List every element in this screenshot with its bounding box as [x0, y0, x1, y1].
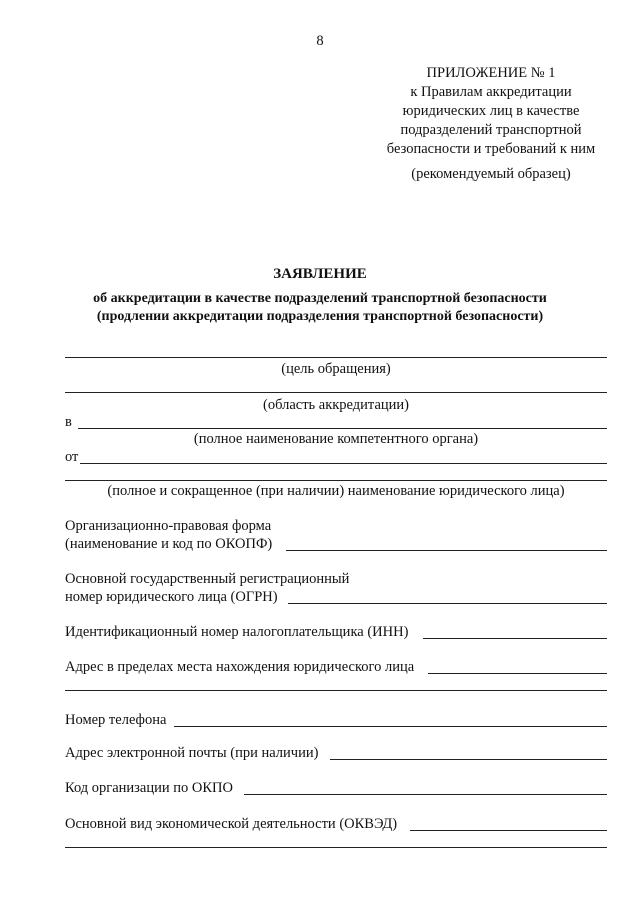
address-label: Адрес в пределах места нахождения юридического лица: [65, 659, 415, 675]
inn-field[interactable]: [423, 638, 607, 639]
authority-field[interactable]: [78, 428, 607, 429]
scope-caption: (область аккредитации): [263, 397, 409, 413]
entity-field-continued[interactable]: [65, 480, 607, 481]
ogrn-sublabel: номер юридического лица (ОГРН): [65, 589, 278, 605]
ogrn-field[interactable]: [288, 603, 607, 604]
okved-field-continued[interactable]: [65, 847, 607, 848]
okpo-label: Код организации по ОКПО: [65, 780, 233, 796]
entity-caption: (полное и сокращенное (при наличии) наименование юридического лица): [107, 483, 565, 499]
email-field[interactable]: [330, 759, 607, 760]
inn-label: Идентификационный номер налогоплательщика (ИНН): [65, 624, 409, 640]
document-title: ЗАЯВЛЕНИЕ: [273, 266, 367, 282]
legal-form-label: Организационно-правовая форма: [65, 518, 272, 534]
legal-form-field[interactable]: [286, 550, 607, 551]
scope-field[interactable]: [65, 392, 607, 393]
ogrn-label: Основной государственный регистрационный: [65, 571, 350, 587]
address-field-continued[interactable]: [65, 690, 607, 691]
appendix-line: к Правилам аккредитации: [410, 84, 572, 100]
to-prefix: в: [65, 414, 72, 430]
entity-field[interactable]: [80, 463, 607, 464]
appendix-line: подразделений транспортной: [400, 122, 582, 138]
appendix-title: ПРИЛОЖЕНИЕ № 1: [426, 65, 556, 81]
address-field[interactable]: [428, 673, 607, 674]
legal-form-sublabel: (наименование и код по ОКОПФ): [65, 536, 273, 552]
purpose-caption: (цель обращения): [281, 361, 391, 377]
from-prefix: от: [65, 449, 79, 465]
purpose-field[interactable]: [65, 357, 607, 358]
page-number: 8: [316, 33, 324, 49]
appendix-line: юридических лиц в качестве: [402, 103, 580, 119]
phone-field[interactable]: [174, 726, 607, 727]
appendix-line: безопасности и требований к ним: [386, 141, 596, 157]
document-subtitle: об аккредитации в качестве подразделений транспортной безопасности: [93, 291, 547, 306]
okved-field[interactable]: [410, 830, 607, 831]
okved-label: Основной вид экономической деятельности (ОКВЭД): [65, 816, 398, 832]
okpo-field[interactable]: [244, 794, 607, 795]
document-subtitle: (продлении аккредитации подразделения транспортной безопасности): [96, 309, 544, 324]
authority-caption: (полное наименование компетентного органа): [193, 431, 479, 447]
appendix-block: [360, 64, 622, 159]
phone-label: Номер телефона: [65, 712, 167, 728]
sample-note: (рекомендуемый образец): [411, 166, 571, 182]
email-label: Адрес электронной почты (при наличии): [65, 745, 319, 761]
